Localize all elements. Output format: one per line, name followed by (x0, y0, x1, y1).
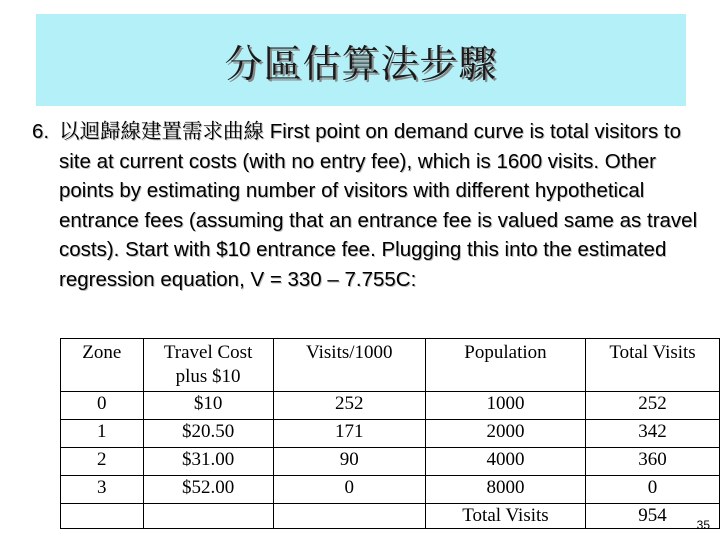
footer-total-value: 954 (586, 504, 720, 529)
cell-zone: 2 (61, 448, 144, 476)
cell-travel-cost: $31.00 (143, 448, 273, 476)
slide-title: 分區估算法步驟 (224, 41, 498, 86)
cell-population: 8000 (425, 476, 585, 504)
table-row (61, 476, 720, 504)
cell-population: 4000 (425, 448, 585, 476)
cell-empty (143, 504, 273, 529)
footer-total-label: Total Visits (425, 504, 585, 529)
bullet-paragraph (32, 117, 702, 294)
header-zone: Zone (61, 339, 144, 392)
table-row (61, 448, 720, 476)
header-travel-cost: Travel Cost plus $10 (143, 339, 273, 392)
cell-total-visits: 0 (586, 476, 720, 504)
cell-zone: 0 (61, 392, 144, 420)
cell-travel-cost: $10 (143, 392, 273, 420)
table-header-row (61, 339, 720, 392)
title-banner (36, 14, 686, 106)
cell-total-visits: 252 (586, 392, 720, 420)
bullet-chinese-heading: 以迴歸線建置需求曲線 (59, 119, 264, 143)
header-total-visits: Total Visits (586, 339, 720, 392)
cell-population: 1000 (425, 392, 585, 420)
cell-empty (273, 504, 425, 529)
bullet-text: First point on demand curve is total visitors to site at current costs (with no entry fee), which is 1600 visits. Other points by estimating number of visitors with different hypothetical entrance fees (assuming that an entrance fee is valued same as travel costs). Start with $10 entrance fee. Plugging this into the estimated regression equation, V = 330 – 7.755C: (59, 120, 698, 291)
header-population: Population (425, 339, 585, 392)
cell-zone: 3 (61, 476, 144, 504)
cell-visits: 90 (273, 448, 425, 476)
cell-population: 2000 (425, 420, 585, 448)
cell-visits: 0 (273, 476, 425, 504)
cell-visits: 252 (273, 392, 425, 420)
table-footer-row (61, 504, 720, 529)
cell-zone: 1 (61, 420, 144, 448)
cell-total-visits: 360 (586, 448, 720, 476)
cell-travel-cost: $20.50 (143, 420, 273, 448)
visits-table (60, 338, 720, 529)
bullet-body (59, 117, 702, 294)
cell-travel-cost: $52.00 (143, 476, 273, 504)
cell-empty (61, 504, 144, 529)
table-row (61, 392, 720, 420)
table-row (61, 420, 720, 448)
bullet-number: 6. (32, 120, 50, 143)
cell-visits: 171 (273, 420, 425, 448)
header-visits: Visits/1000 (273, 339, 425, 392)
page-number: 35 (696, 518, 710, 532)
cell-total-visits: 342 (586, 420, 720, 448)
